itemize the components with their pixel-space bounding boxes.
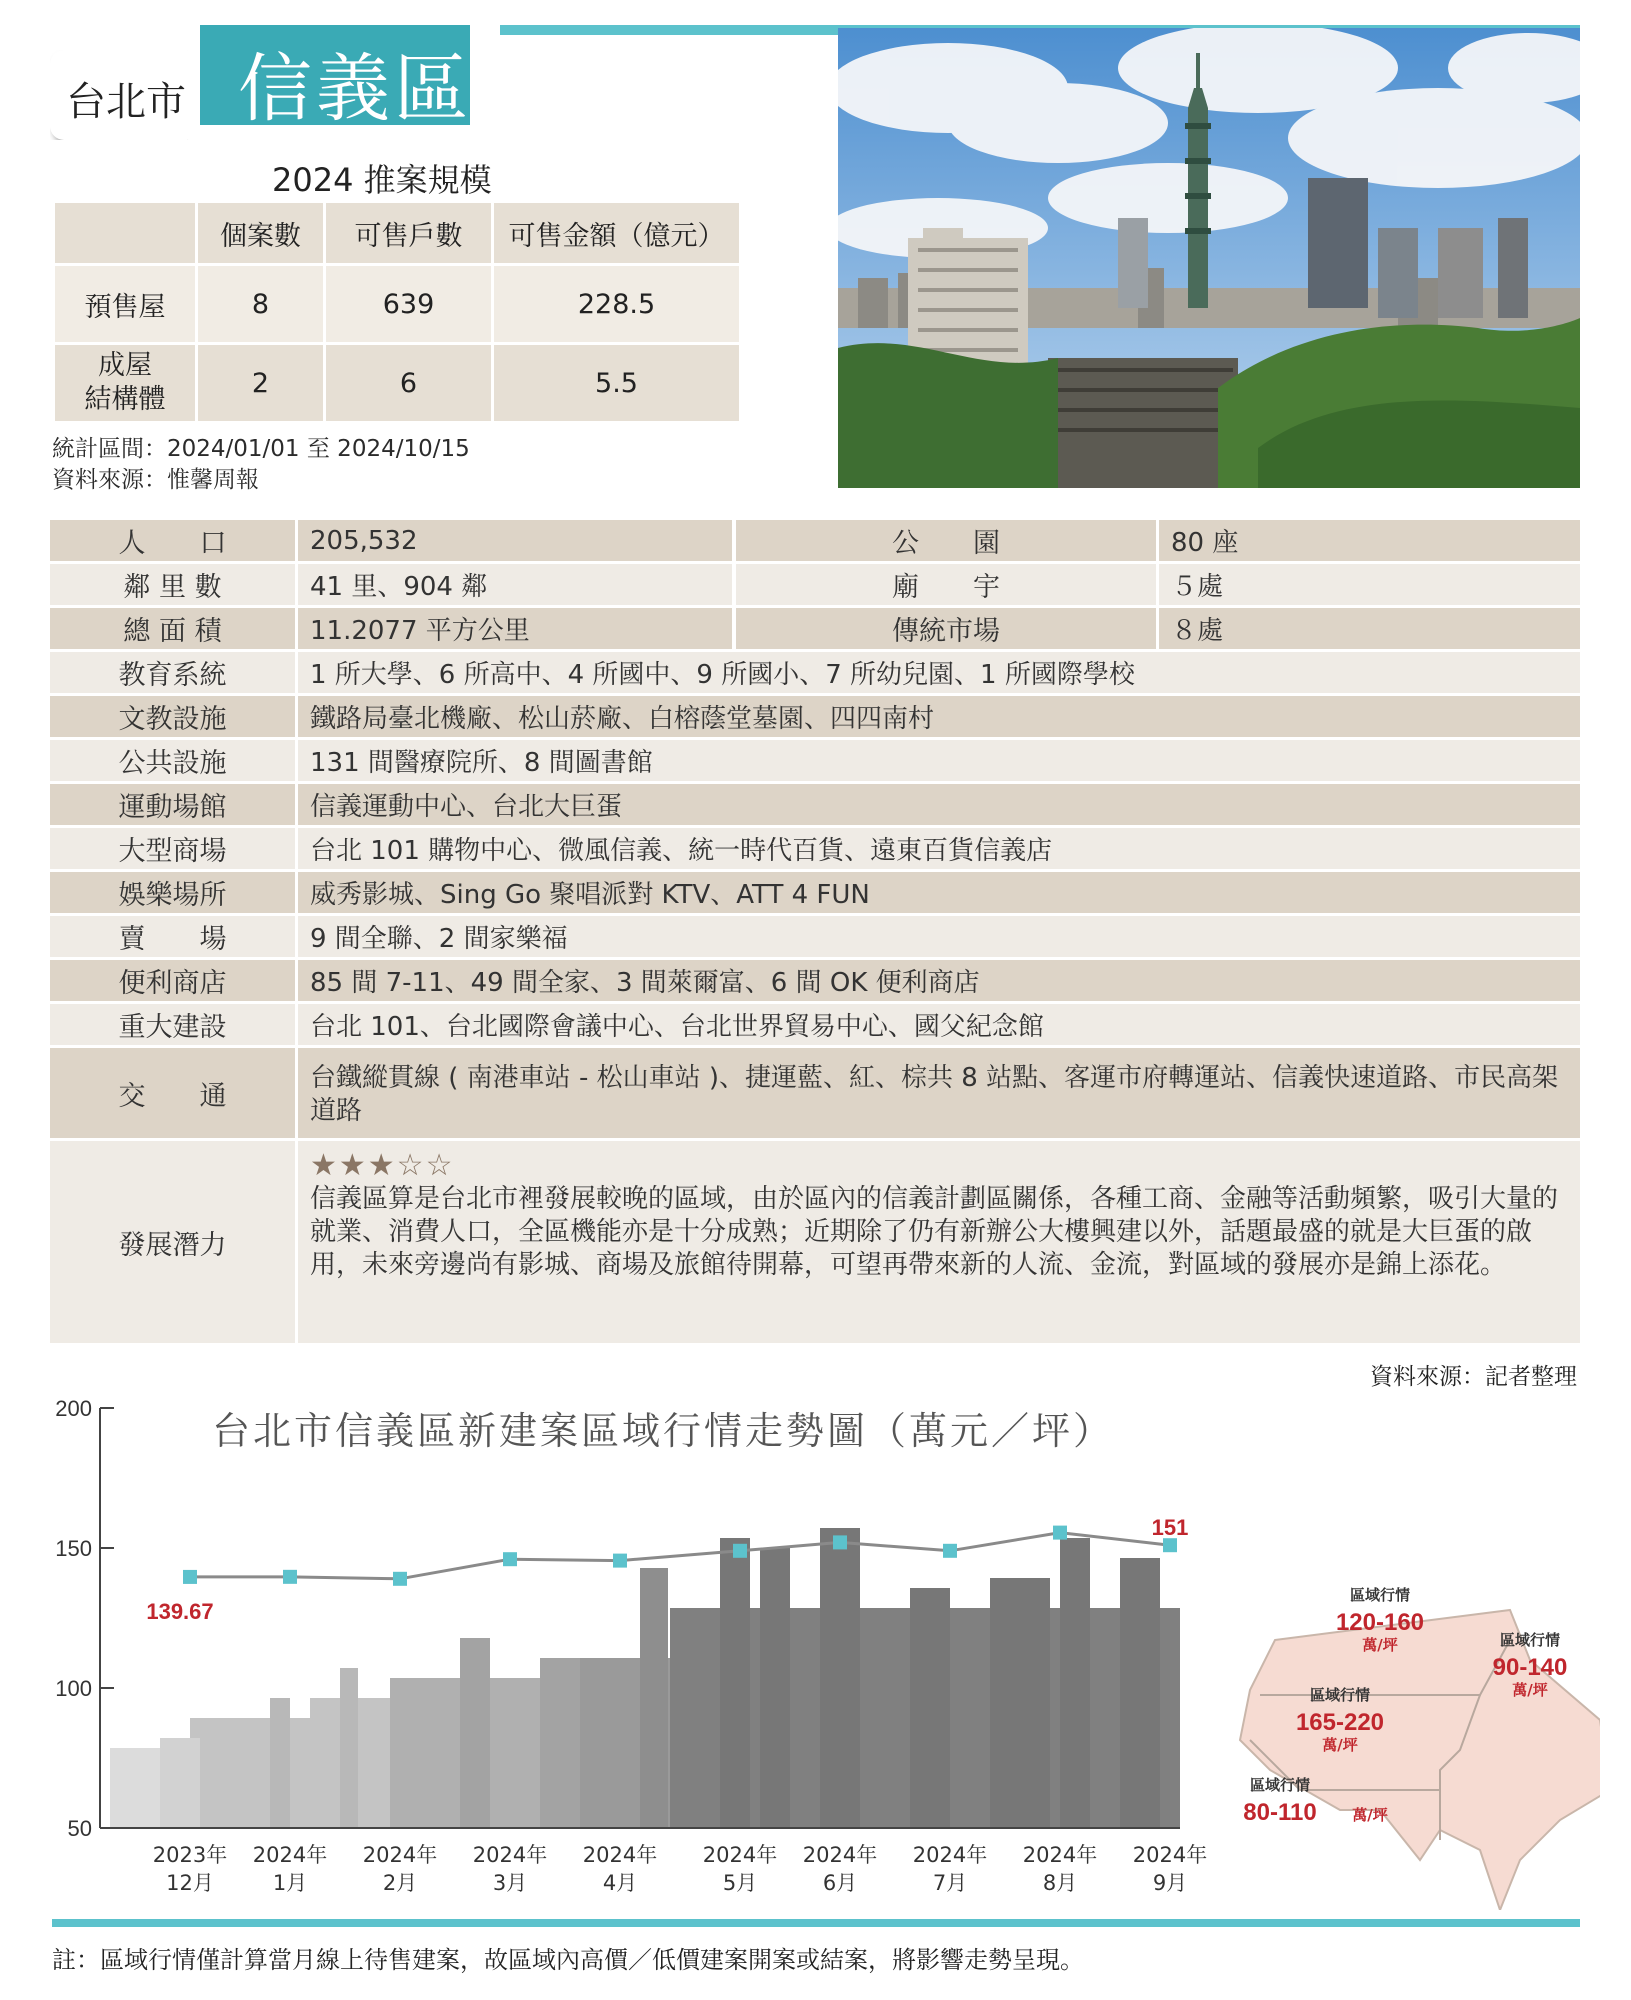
skyline-tower (1060, 1538, 1090, 1828)
info-row-education (50, 652, 1580, 693)
info-row-malls (50, 828, 1580, 869)
skyline-tower (160, 1738, 200, 1828)
map-zone-unit: 萬/坪 (1362, 1636, 1398, 1654)
info-label: 傳統市場 (736, 608, 1156, 649)
series-point (613, 1554, 627, 1568)
series-point (183, 1570, 197, 1584)
x-tick-label: 6月 (822, 1871, 858, 1895)
x-tick-label: 7月 (932, 1871, 968, 1895)
cell-amount: 5.5 (494, 345, 739, 421)
series-line (190, 1533, 1170, 1579)
skyline-tower (820, 1528, 860, 1828)
info-row-entertainment (50, 872, 1580, 913)
row-label (55, 345, 195, 421)
skyline-background-art (110, 1528, 1180, 1828)
scale-table (52, 200, 742, 424)
x-tick-label: 2024年 (252, 1843, 328, 1867)
table-row (55, 266, 739, 342)
chart-title: 台北市信義區新建案區域行情走勢圖（萬元／坪） (212, 1409, 1115, 1453)
x-tick-label: 9月 (1152, 1871, 1188, 1895)
map-zone-label: 區域行情 (1249, 1776, 1311, 1794)
scale-col-units: 可售戶數 (326, 203, 491, 263)
cell-amount: 228.5 (494, 266, 739, 342)
info-row-potential (50, 1141, 1580, 1343)
scale-col-amount: 可售金額（億元） (494, 203, 739, 263)
skyline-tower (340, 1668, 358, 1828)
info-value: 台鐵縱貫線 ( 南港車站 - 松山車站 )、捷運藍、紅、棕共 8 站點、客運市府轉運站、信義快速道路、市民高架道路 (298, 1048, 1580, 1138)
x-tick-label: 4月 (602, 1871, 638, 1895)
series-point (503, 1552, 517, 1566)
info-value (298, 1141, 1580, 1343)
x-tick-label: 2023年 (152, 1843, 228, 1867)
y-tick-label: 100 (55, 1676, 92, 1701)
info-value: 台北 101 購物中心、微風信義、統一時代百貨、遠東百貨信義店 (298, 828, 1580, 869)
map-zone-unit: 萬/坪 (1322, 1736, 1358, 1754)
info-label: 運動場館 (50, 784, 295, 825)
y-tick-label: 50 (67, 1816, 92, 1841)
map-zone-label: 區域行情 (1309, 1686, 1371, 1704)
info-value: 台北 101、台北國際會議中心、台北世界貿易中心、國父紀念館 (298, 1004, 1580, 1045)
x-tick-label: 2024年 (472, 1843, 548, 1867)
map-zone-range: 165-220 (1295, 1709, 1385, 1736)
bottom-accent-rule (52, 1919, 1580, 1927)
scale-col-empty (55, 203, 195, 263)
skyline-tower (990, 1578, 1050, 1828)
info-value: 信義運動中心、台北大巨蛋 (298, 784, 1580, 825)
x-tick-label: 2月 (382, 1871, 418, 1895)
info-label: 廟 宇 (736, 564, 1156, 605)
cell-cases: 8 (198, 266, 323, 342)
series-point (943, 1544, 957, 1558)
skyline-tower (640, 1568, 668, 1828)
info-label: 公共設施 (50, 740, 295, 781)
district-title: 信義區 (238, 46, 472, 132)
info-row-convenience (50, 960, 1580, 1001)
x-tick-label: 2024年 (362, 1843, 438, 1867)
cell-units: 6 (326, 345, 491, 421)
x-tick-label: 8月 (1042, 1871, 1078, 1895)
skyline-tower (760, 1548, 790, 1828)
footnote: 註：區域行情僅計算當月線上待售建案，故區域內高價／低價建案開案或結案，將影響走勢呈現。 (52, 1946, 1084, 1974)
info-value: 85 間 7-11、49 間全家、3 間萊爾富、6 間 OK 便利商店 (298, 960, 1580, 1001)
info-label: 文教設施 (50, 696, 295, 737)
skyline-tower (540, 1658, 580, 1828)
map-zone-label: 區域行情 (1349, 1586, 1411, 1604)
x-tick-label: 2024年 (1022, 1843, 1098, 1867)
x-tick-label: 5月 (722, 1871, 758, 1895)
info-value: 41 里、904 鄰 (298, 564, 732, 605)
x-tick-label: 2024年 (802, 1843, 878, 1867)
x-tick-label: 2024年 (582, 1843, 658, 1867)
skyline-tower (1120, 1558, 1160, 1828)
price-trend-chart (40, 1390, 1600, 1910)
info-row-culture (50, 696, 1580, 737)
map-zone-unit: 萬/坪 (1352, 1806, 1388, 1824)
info-label: 發展潛力 (50, 1141, 295, 1343)
cell-cases: 2 (198, 345, 323, 421)
map-zone-range: 90-140 (1492, 1654, 1568, 1681)
series-point (1163, 1538, 1177, 1552)
skyline-tower (720, 1538, 750, 1828)
info-label: 總 面 積 (50, 608, 295, 649)
info-row-construction (50, 1004, 1580, 1045)
map-zone-range: 80-110 (1243, 1799, 1317, 1826)
info-row-population (50, 520, 1580, 561)
row-label-line1: 成屋 (98, 350, 152, 381)
info-value: 9 間全聯、2 間家樂福 (298, 916, 1580, 957)
x-tick-label: 3月 (492, 1871, 528, 1895)
city-label: 台北市 (66, 79, 186, 125)
data-label: 151 (1151, 1515, 1189, 1541)
info-value: 205,532 (298, 520, 732, 561)
info-row-sports (50, 784, 1580, 825)
series-point (283, 1570, 297, 1584)
info-label: 教育系統 (50, 652, 295, 693)
info-row-traffic (50, 1048, 1580, 1138)
row-label-line2: 結構體 (84, 384, 166, 415)
info-value: 威秀影城、Sing Go 聚唱派對 KTV、ATT 4 FUN (298, 872, 1580, 913)
info-value: 1 所大學、6 所高中、4 所國中、9 所國小、7 所幼兒園、1 所國際學校 (298, 652, 1580, 693)
info-value: 80 座 (1159, 520, 1580, 561)
info-label: 娛樂場所 (50, 872, 295, 913)
x-tick-label: 1月 (272, 1871, 308, 1895)
skyline-tower (910, 1588, 950, 1828)
info-row-public (50, 740, 1580, 781)
map-zone-range: 120-160 (1335, 1609, 1425, 1636)
chart-series (183, 1526, 1177, 1586)
info-label: 大型商場 (50, 828, 295, 869)
table-row (55, 345, 739, 421)
skyline-block (190, 1718, 310, 1828)
scale-table-header (55, 203, 739, 263)
potential-text: 信義區算是台北市裡發展較晚的區域，由於區內的信義計劃區關係，各種工商、金融等活動頻繁，吸引大量的就業、消費人口，全區機能亦是十分成熟；近期除了仍有新辦公大樓興建以外，話題最盛的就是大巨蛋的啟用，未來旁邊尚有影城、商場及旅館待開幕，可望再帶來新的人流、金流，對區域的發展亦是錦上添花。 (310, 1184, 1559, 1280)
info-row-village (50, 564, 1580, 605)
info-source-note: 資料來源：記者整理 (1370, 1364, 1577, 1390)
info-row-stores (50, 916, 1580, 957)
info-value: 鐵路局臺北機廠、松山菸廠、白榕蔭堂墓園、四四南村 (298, 696, 1580, 737)
scale-period-note: 統計區間：2024/01/01 至 2024/10/15 (52, 436, 470, 462)
row-label: 預售屋 (55, 266, 195, 342)
data-label: 139.67 (146, 1598, 214, 1624)
info-label: 重大建設 (50, 1004, 295, 1045)
info-row-area (50, 608, 1580, 649)
map-zone-label: 區域行情 (1499, 1631, 1561, 1649)
x-tick-label: 2024年 (912, 1843, 988, 1867)
series-point (393, 1572, 407, 1586)
skyline-tower (270, 1698, 290, 1828)
series-point (1053, 1526, 1067, 1540)
scale-col-cases: 個案數 (198, 203, 323, 263)
district-map (1240, 1586, 1600, 1910)
scale-source-note: 資料來源：惟馨周報 (52, 467, 259, 493)
map-zone-unit: 萬/坪 (1512, 1681, 1548, 1699)
x-tick-label: 2024年 (702, 1843, 778, 1867)
info-label: 鄰 里 數 (50, 564, 295, 605)
skyline-tower (460, 1638, 490, 1828)
skyline-photo (838, 28, 1580, 488)
y-tick-label: 150 (55, 1536, 92, 1561)
info-label: 交 通 (50, 1048, 295, 1138)
series-point (833, 1535, 847, 1549)
cell-units: 639 (326, 266, 491, 342)
scale-table-title: 2024 推案規模 (272, 161, 492, 199)
y-tick-label: 200 (55, 1396, 92, 1421)
x-tick-label: 2024年 (1132, 1843, 1208, 1867)
rating-stars-icon: ★★★☆☆ (310, 1148, 455, 1183)
info-label: 公 園 (736, 520, 1156, 561)
info-label: 賣 場 (50, 916, 295, 957)
series-point (733, 1544, 747, 1558)
info-value: 11.2077 平方公里 (298, 608, 732, 649)
info-label: 便利商店 (50, 960, 295, 1001)
info-label: 人 口 (50, 520, 295, 561)
x-tick-label: 12月 (166, 1871, 214, 1895)
info-value: ８處 (1159, 608, 1580, 649)
info-value: 131 間醫療院所、8 間圖書館 (298, 740, 1580, 781)
info-value: ５處 (1159, 564, 1580, 605)
